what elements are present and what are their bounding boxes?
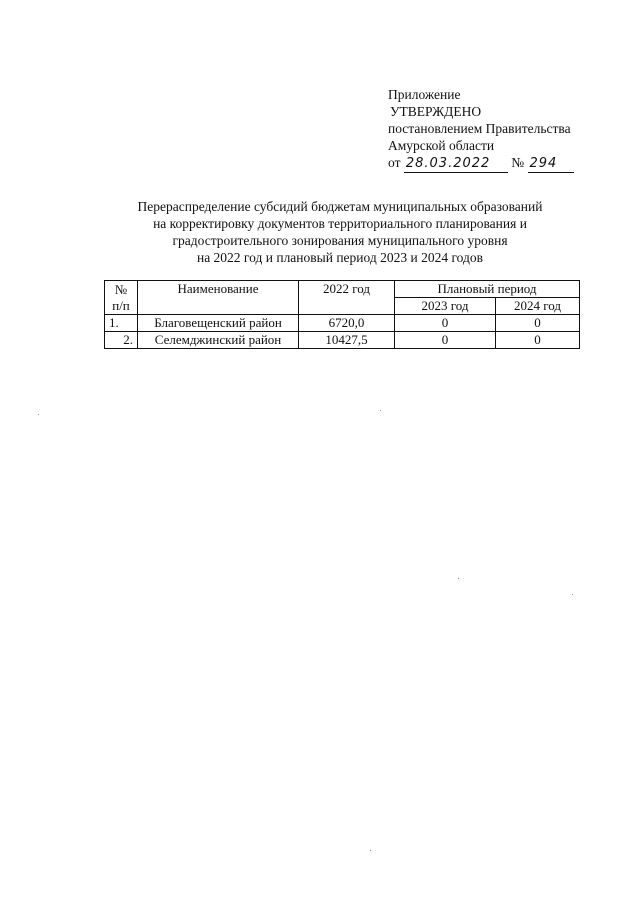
appendix-label: Приложение <box>388 87 461 102</box>
subsidy-table <box>104 280 580 349</box>
scan-speck <box>38 414 39 415</box>
row-2024: 0 <box>496 332 580 349</box>
date-prefix: от <box>388 155 401 170</box>
approved-label: УТВЕРЖДЕНО <box>390 104 482 119</box>
row-2023: 0 <box>395 332 496 349</box>
row-num: 1. <box>105 315 138 332</box>
row-2022: 6720,0 <box>299 315 395 332</box>
header-name: Наименование <box>138 281 299 315</box>
row-2023: 0 <box>395 315 496 332</box>
header-num <box>105 281 138 315</box>
date-number-line <box>388 154 574 173</box>
table-row <box>105 315 580 332</box>
header-planned-period: Плановый период <box>395 281 580 298</box>
handwritten-number: 294 <box>528 155 574 173</box>
header-num-line1: № <box>114 281 128 297</box>
handwritten-date: 28.03.2022 <box>404 155 508 173</box>
title-line-4: на 2022 год и плановый период 2023 и 2024 годов <box>196 250 484 265</box>
scan-speck <box>370 850 371 851</box>
header-2022: 2022 год <box>299 281 395 315</box>
table-header-row <box>105 281 580 298</box>
approved-by-label: постановлением Правительства <box>388 121 571 136</box>
title-line-3: градостроительного зонирования муниципального уровня <box>172 233 508 248</box>
table-row <box>105 332 580 349</box>
title-line-1: Перераспределение субсидий бюджетам муниципальных образований <box>137 199 543 214</box>
row-2024: 0 <box>496 315 580 332</box>
header-2024: 2024 год <box>496 298 580 315</box>
header-num-line2: п/п <box>112 297 130 313</box>
header-2023: 2023 год <box>395 298 496 315</box>
document-title <box>60 198 620 266</box>
number-prefix: № <box>511 155 525 170</box>
row-num: 2. <box>105 332 138 349</box>
scan-speck <box>572 594 573 595</box>
row-name: Селемджинский район <box>138 332 299 349</box>
approval-block <box>388 86 574 173</box>
scan-speck <box>380 410 381 411</box>
row-name: Благовещенский район <box>138 315 299 332</box>
region-label: Амурской области <box>388 138 495 153</box>
title-line-2: на корректировку документов территориального планирования и <box>153 216 527 231</box>
row-2022: 10427,5 <box>299 332 395 349</box>
scan-speck <box>458 578 459 579</box>
